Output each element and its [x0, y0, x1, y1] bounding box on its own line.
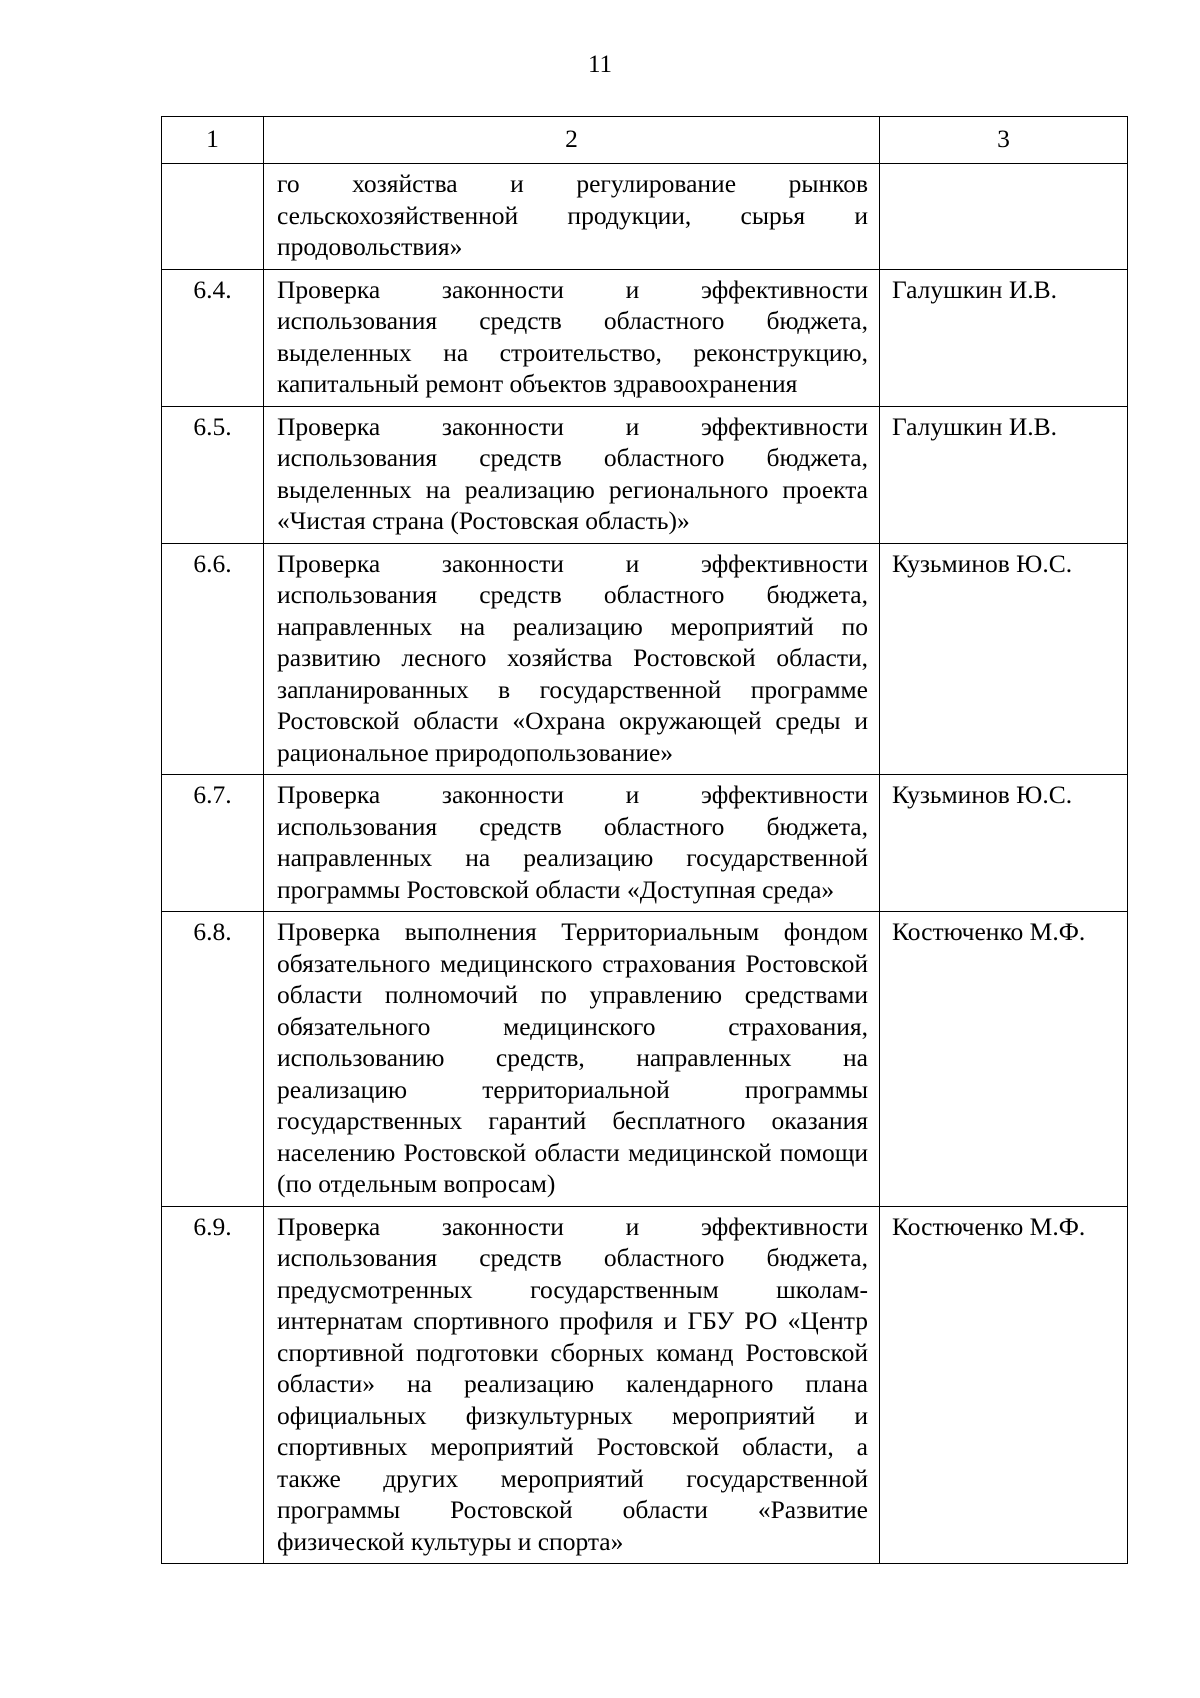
- table-row: [162, 269, 1128, 406]
- row-responsible: Костюченко М.Ф.: [880, 912, 1128, 1207]
- column-header-responsible: 3: [880, 117, 1128, 164]
- table-row: [162, 1206, 1128, 1564]
- row-number: 6.5.: [162, 406, 264, 543]
- row-responsible: [880, 164, 1128, 270]
- row-description: го хозяйства и регулирование рынков сельскохозяйственной продукции, сырья и продовольствия»: [264, 164, 880, 270]
- row-description: Проверка законности и эффективности использования средств областного бюджета, выделенных на строительство, реконструкцию, капитальный ремонт объектов здравоохранения: [264, 269, 880, 406]
- page-number: 11: [587, 51, 613, 78]
- row-responsible: Галушкин И.В.: [880, 269, 1128, 406]
- row-description: Проверка выполнения Территориальным фондом обязательного медицинского страхования Ростовской области полномочий по управлению средствами обязательного медицинского страхования, использованию средств, направленных на реализацию территориальной программы государственных гарантий бесплатного оказания населению Ростовской области медицинской помощи (по отдельным вопросам): [264, 912, 880, 1207]
- row-description: Проверка законности и эффективности использования средств областного бюджета, направленных на реализацию мероприятий по развитию лесного хозяйства Ростовской области, запланированных в государственной программе Ростовской области «Охрана окружающей среды и рациональное природопользование»: [264, 543, 880, 775]
- row-number: 6.4.: [162, 269, 264, 406]
- row-description: Проверка законности и эффективности использования средств областного бюджета, выделенных на реализацию регионального проекта «Чистая страна (Ростовская область)»: [264, 406, 880, 543]
- table-header-row: [162, 117, 1128, 164]
- row-number: [162, 164, 264, 270]
- row-responsible: Кузьминов Ю.С.: [880, 543, 1128, 775]
- column-header-description: 2: [264, 117, 880, 164]
- row-responsible: Галушкин И.В.: [880, 406, 1128, 543]
- row-description: Проверка законности и эффективности использования средств областного бюджета, направленных на реализацию государственной программы Ростовской области «Доступная среда»: [264, 775, 880, 912]
- row-responsible: Кузьминов Ю.С.: [880, 775, 1128, 912]
- table-row: [162, 543, 1128, 775]
- column-header-number: 1: [162, 117, 264, 164]
- row-responsible: Костюченко М.Ф.: [880, 1206, 1128, 1564]
- table-row: [162, 775, 1128, 912]
- row-number: 6.7.: [162, 775, 264, 912]
- table-row: [162, 406, 1128, 543]
- row-description: Проверка законности и эффективности использования средств областного бюджета, предусмотренных государственным школам-интернатам спортивного профиля и ГБУ РО «Центр спортивной подготовки сборных команд Ростовской области» на реализацию календарного плана официальных физкультурных мероприятий и спортивных мероприятий Ростовской области, а также других мероприятий государственной программы Ростовской области «Развитие физической культуры и спорта»: [264, 1206, 880, 1564]
- table-row: [162, 912, 1128, 1207]
- table-row: [162, 164, 1128, 270]
- row-number: 6.9.: [162, 1206, 264, 1564]
- inspection-plan-table: [161, 116, 1128, 1564]
- row-number: 6.6.: [162, 543, 264, 775]
- row-number: 6.8.: [162, 912, 264, 1207]
